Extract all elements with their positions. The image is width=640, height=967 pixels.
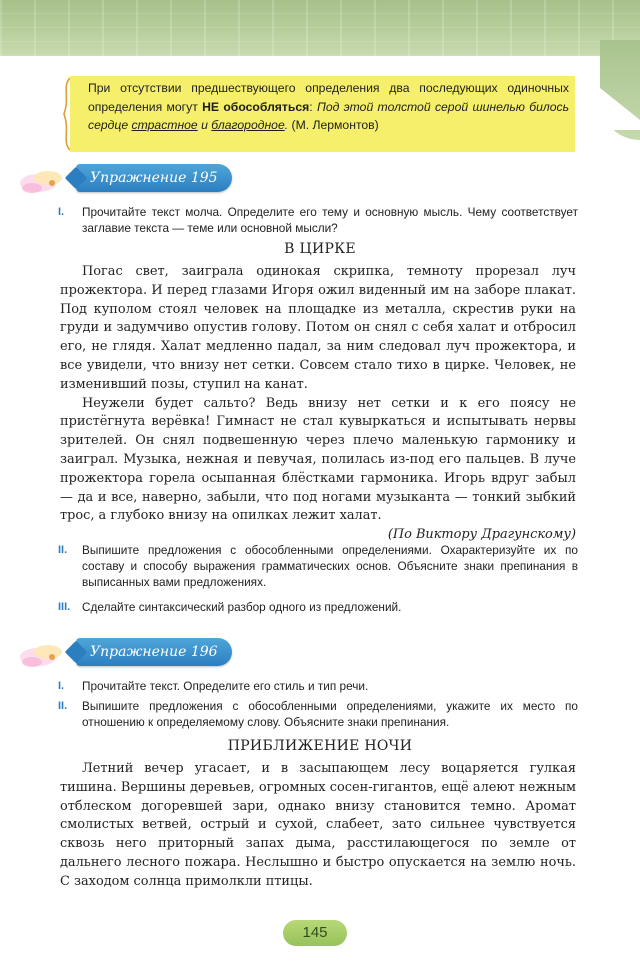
rule-source: (М. Лермонтов) xyxy=(291,118,379,132)
task-text: Выпишите предложения с обособленными определениями. Охарактеризуйте их по составу и способу выражения грамматических основ. Объясните знаки препинания в выписанных вами предложениях. xyxy=(82,543,578,589)
task-text: Прочитайте текст. Определите его стиль и тип речи. xyxy=(82,679,369,693)
flower-icon xyxy=(18,166,72,200)
task-number: I. xyxy=(58,680,65,692)
exercise-195-label: Упражнение 195 xyxy=(90,170,218,186)
story-author: (По Виктору Драгунскому) xyxy=(387,527,576,543)
story-paragraph-2: Неужели будет сальто? Ведь внизу нет сетки и к его поясу не пристёгнута верёвка! Гимнаст не стал кувыркаться и испытывать нервы зрителей. Он снял подвешенную через плечо маленькую гармонику и заиграл. Музыка, нежная и певучая, полилась из-под его пальцев. В луче прожектора горела осыпанная блёстками гармоника. Игорь вдруг забыл — да и все, наверно, забыли, что под ногами музыканта — тонкий зыбкий трос, а глубоко внизу на опилках лежит халат. xyxy=(60,395,576,524)
rule-period: . xyxy=(284,118,289,132)
story-text xyxy=(60,263,576,545)
rule-bold: НЕ обособляться xyxy=(202,99,310,114)
task-number: II. xyxy=(58,544,68,556)
story-title: ПРИБЛИЖЕНИЕ НОЧИ xyxy=(227,738,413,754)
task-text: Выпишите предложения с обособленными определениями, укажите их место по отношению к определяемому слову. Объясните знаки препинания. xyxy=(82,699,578,729)
story-text xyxy=(60,760,576,892)
exercise-195-task-2 xyxy=(58,542,578,590)
exercise-195-task-3 xyxy=(58,599,578,615)
task-text: Прочитайте текст молча. Определите его тему и основную мысль. Чему соответствует заглавие текста — теме или основной мысли? xyxy=(82,205,578,235)
exercise-196-task-1 xyxy=(58,678,578,694)
rule-text-part1: При отсутствии предшествующего определения два последующих одиночных определения могут xyxy=(88,81,569,114)
task-text: Сделайте синтаксический разбор одного из предложений. xyxy=(82,600,402,614)
task-number: II. xyxy=(58,700,68,712)
rule-word1: страстное xyxy=(131,118,198,132)
exercise-195-task-1 xyxy=(58,204,578,236)
exercise-196-tag xyxy=(76,638,232,666)
story-paragraph: Летний вечер угасает, и в засыпающем лесу воцаряется гулкая тишина. Вершины деревьев, огромных сосен-гигантов, ещё алеют нежным отблеском догоревшей зари, однако внизу становится темно. Аромат смолистых ветвей, острый и сухой, слабеет, зато сильнее чувствуется сквозь него приторный запах дыма, расстилающегося по земле от дальнего лесного пожара. Неслышно и быстро опускается на землю ночь. С заходом солнца примолкли птицы. xyxy=(60,761,576,889)
story-paragraph-1: Погас свет, заиграла одинокая скрипка, темноту прорезал луч прожектора. И перед глазами Игоря ожил виденный им на заборе плакат. Под куполом стоял человек на площадке из металла, скрестив руки на груди и задумчиво опустив голову. Потом он снял с себя халат и отбросил его, не глядя. Халат медленно падал, за ним следовал луч прожектора, и все увидели, что внизу нет сетки. Совсем стало тихо в цирке. Человек, не изменивший позы, ступил на канат. xyxy=(60,264,576,392)
rule-example: Под этой толстой серой шинелью билось сердце xyxy=(88,99,569,132)
rule-box xyxy=(70,76,575,152)
rule-word2: благородное xyxy=(211,118,285,132)
exercise-196-task-2 xyxy=(58,698,578,730)
page-number: 145 xyxy=(283,920,347,946)
exercise-196-label: Упражнение 196 xyxy=(90,644,218,660)
story-title: В ЦИРКЕ xyxy=(284,241,356,257)
flower-icon xyxy=(18,640,72,674)
rule-text-part2: : xyxy=(309,99,317,114)
rule-and: и xyxy=(197,118,212,132)
task-number: I. xyxy=(58,206,65,218)
task-number: III. xyxy=(58,601,71,613)
top-decorative-band xyxy=(0,0,640,56)
exercise-195-tag xyxy=(76,164,232,192)
